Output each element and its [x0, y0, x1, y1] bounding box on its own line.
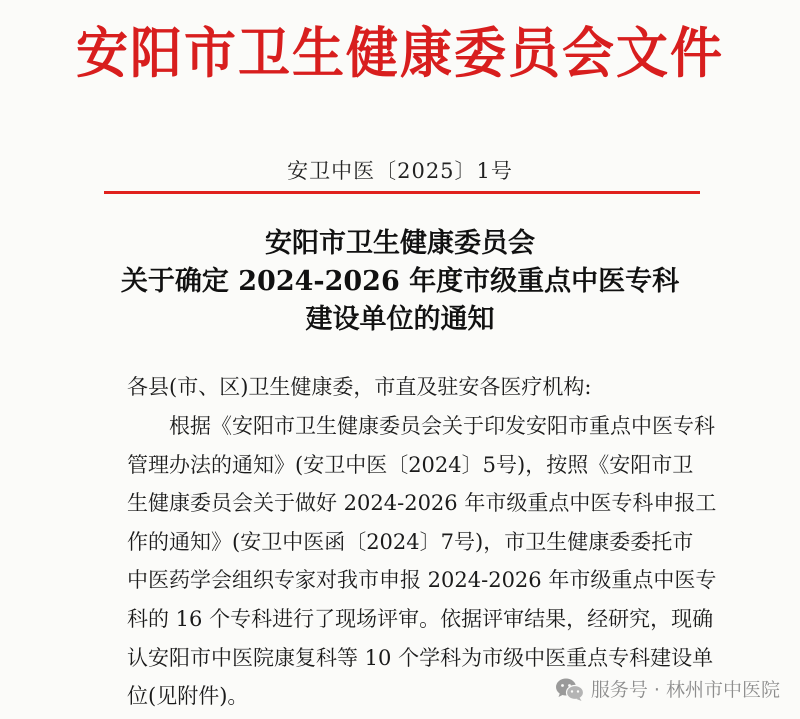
watermark — [555, 677, 780, 703]
notice-title-line: 安阳市卫生健康委员会 — [265, 228, 535, 259]
body-line: 管理办法的通知》(安卫中医〔2024〕5号)，按照《安阳市卫 — [127, 452, 694, 477]
body-line: 位(见附件)。 — [127, 684, 249, 709]
notice-title-line: 关于确定 2024-2026 年度市级重点中医专科 — [120, 266, 680, 297]
notice-title-line: 建设单位的通知 — [305, 304, 495, 335]
watermark-text: 服务号 · 林州市中医院 — [590, 679, 780, 701]
red-divider-rule — [104, 191, 700, 194]
notice-title — [0, 225, 800, 339]
document-header-title: 安阳市卫生健康委员会文件 — [75, 21, 724, 86]
body-line: 中医药学会组织专家对我市申报 2024-2026 年市级重点中医专 — [127, 568, 717, 593]
wechat-icon — [555, 677, 585, 703]
body-line: 科的 16 个专科进行了现场评审。依据评审结果，经研究，现确 — [127, 606, 714, 631]
body-line: 根据《安阳市卫生健康委员会关于印发安阳市重点中医专科 — [169, 414, 715, 438]
body-line: 生健康委员会关于做好 2024-2026 年市级重点中医专科申报工 — [127, 491, 717, 516]
body-line: 作的通知》(安卫中医函〔2024〕7号)，市卫生健康委委托市 — [127, 529, 694, 554]
body-line: 认安阳市中医院康复科等 10 个学科为市级中医重点专科建设单 — [127, 645, 714, 670]
addressee-line: 各县(市、区)卫生健康委，市直及驻安各医疗机构: — [127, 375, 592, 399]
document-number: 安卫中医〔2025〕1号 — [287, 159, 513, 183]
